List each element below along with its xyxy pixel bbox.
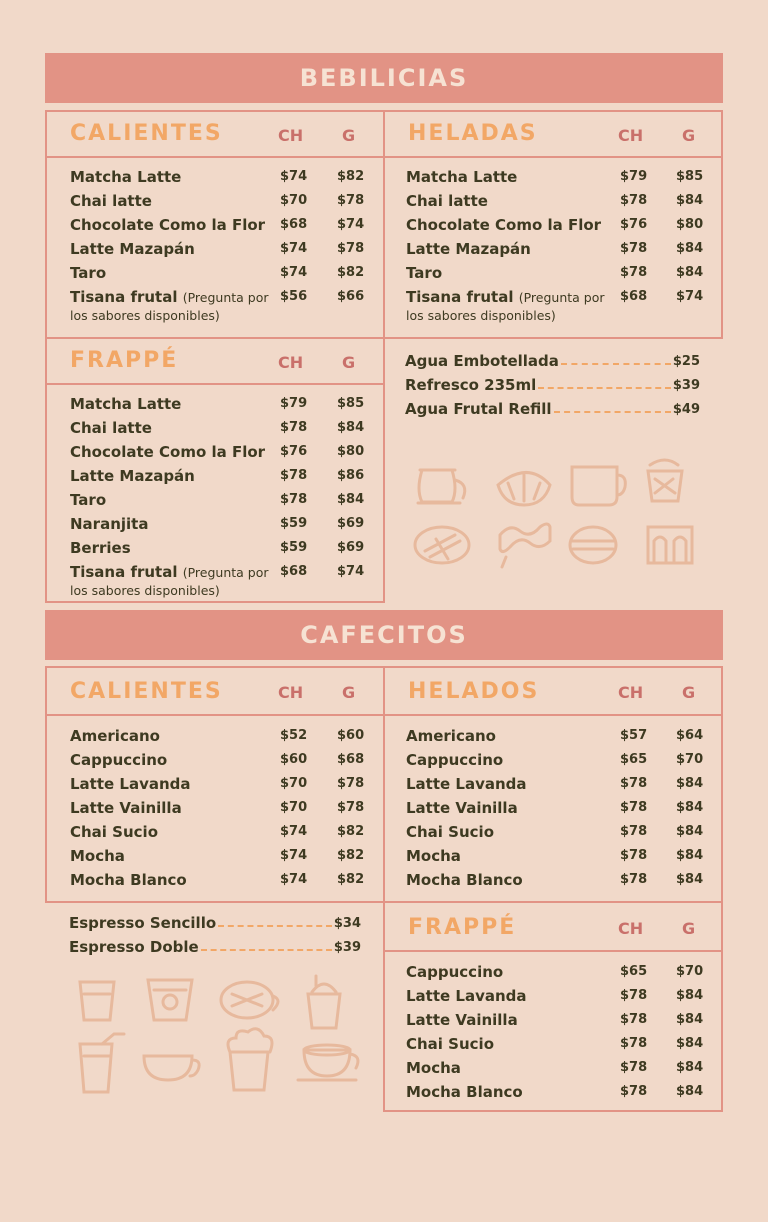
item-name: Taro: [70, 264, 107, 282]
item-price-ch: $78: [620, 848, 648, 863]
bebidas-banner: BEBILICIAS: [45, 53, 723, 103]
item-price-g: $84: [676, 776, 704, 791]
mug-icon: [572, 467, 625, 505]
bebidas-frappe-section: [45, 337, 385, 603]
item-name: Chocolate Como la Flor: [406, 216, 602, 234]
cafecitos-calientes-section: [45, 666, 385, 903]
item-name: Cappuccino: [70, 751, 168, 769]
item-price-ch: $79: [620, 169, 648, 184]
bread-icon: [415, 527, 469, 563]
item-name: Cappuccino: [406, 963, 504, 981]
item-price-ch: $78: [280, 420, 308, 435]
item-price: $39: [672, 377, 700, 393]
item-price-ch: $78: [280, 468, 308, 483]
section-header: [47, 112, 383, 158]
item-price-ch: $78: [620, 800, 648, 815]
col-ch-label: CH: [278, 126, 304, 145]
item-price-g: $69: [337, 516, 365, 531]
item-price-g: $85: [676, 169, 704, 184]
item-price-ch: $65: [620, 752, 648, 767]
item-price-g: $82: [337, 265, 365, 280]
section-title: HELADOS: [408, 679, 540, 704]
item-price-ch: $74: [280, 824, 308, 839]
item-note: (Pregunta por: [182, 290, 269, 305]
item-name: Chai Sucio: [70, 823, 158, 841]
item-price-g: $86: [337, 468, 365, 483]
item-price-ch: $78: [620, 265, 648, 280]
whipped-drink-icon: [228, 1029, 272, 1090]
item-price-g: $78: [337, 193, 365, 208]
item-price-g: $70: [676, 752, 704, 767]
cafecitos-helados-section: [383, 666, 723, 903]
col-ch-label: CH: [278, 683, 304, 702]
glass-cup-icon: [148, 980, 192, 1020]
item-price-g: $60: [337, 728, 365, 743]
item-price-ch: $78: [620, 872, 648, 887]
food-icons-group: [410, 455, 710, 580]
item-name: Matcha Latte: [70, 395, 182, 413]
item-price-g: $82: [337, 848, 365, 863]
item-name: Tisana frutal: [70, 288, 178, 306]
section-header: [47, 339, 383, 385]
item-name: Americano: [70, 727, 160, 745]
col-g-label: G: [342, 353, 356, 372]
item-price-g: $84: [676, 824, 704, 839]
item-price-g: $74: [337, 564, 365, 579]
item-price-ch: $74: [280, 872, 308, 887]
col-g-label: G: [342, 683, 356, 702]
item-name: Agua Frutal Refill: [405, 400, 552, 418]
item-price-g: $80: [337, 444, 365, 459]
item-name: Latte Vainilla: [70, 799, 182, 817]
col-ch-label: CH: [618, 126, 644, 145]
item-name: Mocha: [70, 847, 125, 865]
leader-dashes: [201, 943, 332, 951]
item-price-g: $82: [337, 872, 365, 887]
section-title: FRAPPÉ: [70, 348, 179, 373]
item-price-g: $66: [337, 289, 365, 304]
item-name: Latte Mazapán: [406, 240, 531, 258]
item-price-g: $84: [337, 420, 365, 435]
sandwich-icon: [570, 527, 616, 563]
item-price-g: $78: [337, 241, 365, 256]
item-price-ch: $68: [620, 289, 648, 304]
item-note-line2: los sabores disponibles): [406, 308, 556, 323]
item-price-g: $74: [676, 289, 704, 304]
bebidas-heladas-section: [383, 110, 723, 339]
item-name: Chocolate Como la Flor: [70, 216, 266, 234]
section-title: CALIENTES: [70, 121, 223, 146]
section-header: [385, 112, 721, 158]
item-name: Mocha: [406, 1059, 461, 1077]
item-name: Mocha Blanco: [70, 871, 187, 889]
item-name: Espresso Sencillo: [69, 914, 217, 932]
item-name: Latte Vainilla: [406, 799, 518, 817]
item-price-ch: $59: [280, 516, 308, 531]
col-g-label: G: [682, 683, 696, 702]
dotted-menu-item: [69, 938, 361, 956]
item-price-ch: $78: [620, 1084, 648, 1099]
dotted-menu-item: [405, 376, 700, 394]
item-name-with-note: [70, 563, 269, 581]
leader-dashes: [538, 381, 671, 389]
item-price-g: $82: [337, 824, 365, 839]
item-price-g: $68: [337, 752, 365, 767]
item-price-g: $70: [676, 964, 704, 979]
item-price-g: $84: [676, 1036, 704, 1051]
item-name: Tisana frutal: [406, 288, 514, 306]
item-price-g: $80: [676, 217, 704, 232]
item-price-g: $84: [676, 193, 704, 208]
cappuccino-icon: [221, 982, 278, 1018]
item-price-g: $84: [676, 988, 704, 1003]
dotted-menu-item: [405, 400, 700, 418]
item-name: Chai Sucio: [406, 823, 494, 841]
item-price-g: $84: [676, 800, 704, 815]
item-name: Mocha Blanco: [406, 871, 523, 889]
arch-icon: [648, 527, 692, 563]
item-price-ch: $78: [620, 824, 648, 839]
saucer-cup-icon: [298, 1045, 358, 1080]
item-name: Refresco 235ml: [405, 376, 537, 394]
item-price-g: $84: [676, 1060, 704, 1075]
item-price-ch: $78: [620, 1060, 648, 1075]
item-note: (Pregunta por: [518, 290, 605, 305]
item-price-ch: $74: [280, 169, 308, 184]
item-name-with-note: [406, 288, 605, 306]
item-name: Cappuccino: [406, 751, 504, 769]
item-price-ch: $74: [280, 848, 308, 863]
item-price-ch: $76: [620, 217, 648, 232]
item-name: Latte Lavanda: [406, 987, 527, 1005]
dotted-menu-item: [405, 352, 700, 370]
item-note: (Pregunta por: [182, 565, 269, 580]
section-title: CALIENTES: [70, 679, 223, 704]
section-title: FRAPPÉ: [408, 915, 517, 940]
item-price-ch: $78: [620, 1012, 648, 1027]
item-price-ch: $68: [280, 564, 308, 579]
item-price-g: $82: [337, 169, 365, 184]
item-price-ch: $52: [280, 728, 308, 743]
cafecitos-banner: CAFECITOS: [45, 610, 723, 660]
item-name: Matcha Latte: [70, 168, 182, 186]
section-header: [385, 903, 721, 952]
espresso-cup-icon: [80, 982, 114, 1020]
item-name: Latte Mazapán: [70, 467, 195, 485]
item-name: Chai latte: [70, 192, 152, 210]
item-price-g: $84: [676, 848, 704, 863]
item-price-g: $84: [676, 1012, 704, 1027]
item-price: $34: [333, 915, 361, 931]
item-price-ch: $78: [280, 492, 308, 507]
item-price-g: $84: [676, 241, 704, 256]
item-price-ch: $56: [280, 289, 308, 304]
col-ch-label: CH: [278, 353, 304, 372]
dotted-menu-item: [69, 914, 361, 932]
item-price-g: $74: [337, 217, 365, 232]
item-name: Tisana frutal: [70, 563, 178, 581]
col-g-label: G: [682, 919, 696, 938]
item-name: Mocha: [406, 847, 461, 865]
col-ch-label: CH: [618, 683, 644, 702]
item-name: Latte Mazapán: [70, 240, 195, 258]
item-name: Chai latte: [406, 192, 488, 210]
item-price-ch: $78: [620, 241, 648, 256]
item-price-ch: $78: [620, 193, 648, 208]
item-price-g: $85: [337, 396, 365, 411]
item-price-ch: $78: [620, 988, 648, 1003]
col-g-label: G: [342, 126, 356, 145]
item-name: Naranjita: [70, 515, 149, 533]
col-ch-label: CH: [618, 919, 644, 938]
item-price-ch: $70: [280, 193, 308, 208]
bebidas-calientes-section: [45, 110, 385, 339]
item-price-ch: $74: [280, 241, 308, 256]
item-price-g: $78: [337, 800, 365, 815]
cafecitos-frappe-section: [383, 901, 723, 1112]
item-name: Chai latte: [70, 419, 152, 437]
leader-dashes: [218, 919, 332, 927]
item-price-ch: $59: [280, 540, 308, 555]
item-price: $25: [672, 353, 700, 369]
item-price-ch: $68: [280, 217, 308, 232]
section-title: HELADAS: [408, 121, 538, 146]
item-price-g: $84: [676, 1084, 704, 1099]
item-name: Americano: [406, 727, 496, 745]
section-header: [385, 668, 721, 716]
item-name: Espresso Doble: [69, 938, 199, 956]
item-price-ch: $70: [280, 800, 308, 815]
item-note-line2: los sabores disponibles): [70, 583, 220, 598]
item-name: Chocolate Como la Flor: [70, 443, 266, 461]
item-name: Berries: [70, 539, 131, 557]
item-price-ch: $70: [280, 776, 308, 791]
item-name: Latte Lavanda: [406, 775, 527, 793]
col-g-label: G: [682, 126, 696, 145]
item-price-g: $78: [337, 776, 365, 791]
item-price-ch: $65: [620, 964, 648, 979]
item-name: Agua Embotellada: [405, 352, 559, 370]
item-price: $49: [672, 401, 700, 417]
drink-icons-group: [72, 972, 362, 1100]
item-name: Chai Sucio: [406, 1035, 494, 1053]
leader-dashes: [554, 405, 671, 413]
coffee-pot-icon: [418, 470, 465, 503]
item-price-ch: $78: [620, 776, 648, 791]
teacup-icon: [144, 1056, 199, 1080]
bacon-icon: [500, 524, 550, 567]
iced-drink-icon: [648, 460, 682, 501]
item-name: Matcha Latte: [406, 168, 518, 186]
leader-dashes: [561, 357, 671, 365]
item-name: Latte Vainilla: [406, 1011, 518, 1029]
item-name: Latte Lavanda: [70, 775, 191, 793]
item-name: Taro: [70, 491, 107, 509]
iced-coffee-icon: [80, 1034, 124, 1092]
item-price-g: $84: [676, 872, 704, 887]
item-price-ch: $74: [280, 265, 308, 280]
item-name: Taro: [406, 264, 443, 282]
item-price-ch: $78: [620, 1036, 648, 1051]
item-price-g: $69: [337, 540, 365, 555]
item-name-with-note: [70, 288, 269, 306]
item-price-g: $64: [676, 728, 704, 743]
item-price-g: $84: [337, 492, 365, 507]
section-header: [47, 668, 383, 716]
croissant-icon: [498, 473, 550, 506]
item-price-ch: $79: [280, 396, 308, 411]
item-price-ch: $76: [280, 444, 308, 459]
item-price-ch: $60: [280, 752, 308, 767]
item-price-ch: $57: [620, 728, 648, 743]
item-name: Mocha Blanco: [406, 1083, 523, 1101]
item-price-g: $84: [676, 265, 704, 280]
item-note-line2: los sabores disponibles): [70, 308, 220, 323]
frappe-icon: [308, 976, 340, 1028]
item-price: $39: [333, 939, 361, 955]
